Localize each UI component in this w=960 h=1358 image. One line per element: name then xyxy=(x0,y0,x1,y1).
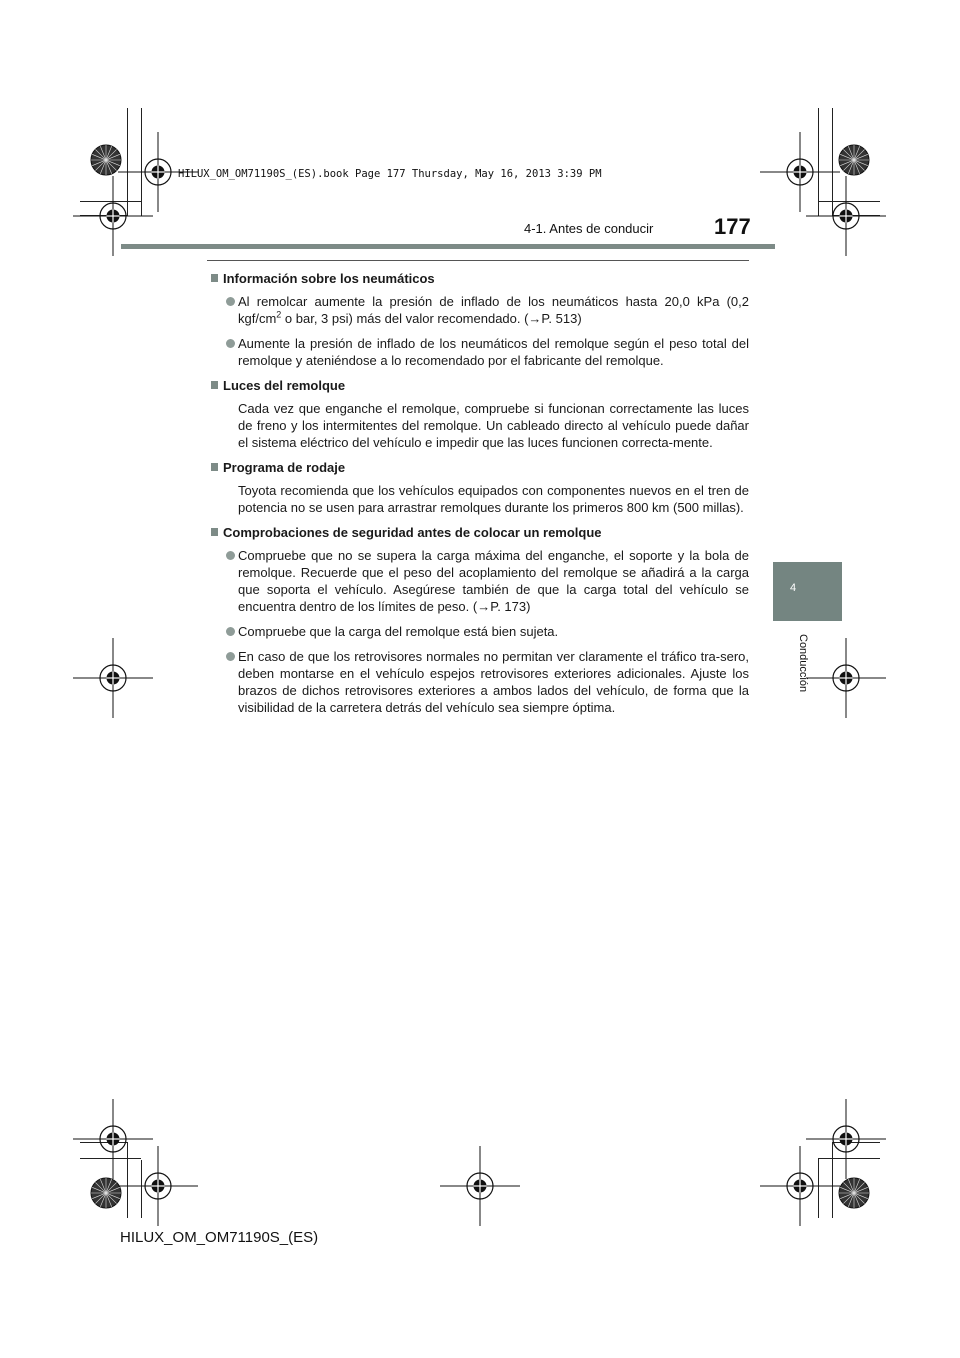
page-number: 177 xyxy=(714,214,751,239)
section-heading: Información sobre los neumáticos xyxy=(211,270,749,287)
paragraph: Toyota recomienda que los vehículos equipados con componentes nuevos en el tren de potencia no se usen para arrastrar remolques durante los primeros 800 km (500 millas). xyxy=(238,483,749,515)
target-mark-2 xyxy=(760,132,840,212)
section-heading: Programa de rodaje xyxy=(211,459,749,476)
target-mark-11 xyxy=(760,1146,840,1226)
bullet-item: Compruebe que no se supera la carga máxima del enganche, el soporte y la bola de remolque. Recuerde que el peso del acoplamiento del remolque se añadirá a la carga que soporta el vehículo. Asegúrese también de que la carga total del vehículo se encuentra dentro de los límites de peso. (→P. 173) xyxy=(211,547,749,615)
header-bar xyxy=(121,244,775,249)
section-heading: Luces del remolque xyxy=(211,377,749,394)
section-heading: Comprobaciones de seguridad antes de colocar un remolque xyxy=(211,524,749,541)
footer-model-code: HILUX_OM_OM71190S_(ES) xyxy=(120,1229,319,1246)
wheel-mark-top-left xyxy=(91,145,121,175)
square-bullet-icon xyxy=(211,274,218,282)
circle-bullet-icon xyxy=(226,551,235,560)
circle-bullet-icon xyxy=(226,652,235,661)
circle-bullet-icon xyxy=(226,339,235,348)
square-bullet-icon xyxy=(211,463,218,471)
bullet-item: En caso de que los retrovisores normales no permitan ver claramente el tráfico tra-sero, deben montarse en el vehículo espejos retrovisores exteriores adicionales. Ajuste los brazos de dichos retrovisores exteriores a ambos lados del vehículo, de forma que la visibilidad de la carretera detrás del vehículo sea siempre óptima. xyxy=(211,648,749,716)
section-safety-checks xyxy=(211,524,749,716)
section-title: 4-1. Antes de conducir xyxy=(524,221,654,236)
bullet-item: Al remolcar aumente la presión de inflado de los neumáticos hasta 20,0 kPa (0,2 kgf/$cm^2$ o bar, 3 psi) más del valor recomendado. (→P. 513) xyxy=(211,293,749,327)
paragraph: Cada vez que enganche el remolque, compruebe si funcionan correctamente las luces de freno y los intermitentes del remolque. Un cableado directo al vehículo puede dañar el sistema eléctrico del vehículo e impedir que las luces funcionen correcta-mente. xyxy=(238,401,749,450)
square-bullet-icon xyxy=(211,381,218,389)
target-mark-5 xyxy=(73,638,153,718)
bullet-item: Compruebe que la carga del remolque está bien sujeta. xyxy=(211,623,749,640)
circle-bullet-icon xyxy=(226,627,235,636)
chapter-tab xyxy=(773,562,842,621)
chapter-label: Conducción xyxy=(797,634,809,693)
target-mark-7 xyxy=(73,1099,153,1179)
target-mark-4 xyxy=(806,176,886,256)
header-rule xyxy=(207,260,749,261)
book-info: HILUX_OM_OM71190S_(ES).book Page 177 Thursday, May 16, 2013 3:39 PM xyxy=(178,168,602,180)
wheel-mark-bottom-left xyxy=(91,1178,121,1208)
section-trailer-lights xyxy=(211,377,749,451)
bullet-item: Aumente la presión de inflado de los neumáticos del remolque según el peso total del remolque y ateniéndose a lo recomendado por el fabricante del remolque. xyxy=(211,335,749,369)
circle-bullet-icon xyxy=(226,297,235,306)
chapter-number: 4 xyxy=(790,582,797,594)
wheel-mark-bottom-right xyxy=(839,1178,869,1208)
section-tire-info xyxy=(211,270,749,369)
target-mark-6 xyxy=(806,638,886,718)
wheel-mark-top-right xyxy=(839,145,869,175)
section-break-in xyxy=(211,459,749,516)
square-bullet-icon xyxy=(211,528,218,536)
target-mark-8 xyxy=(806,1099,886,1179)
target-mark-9 xyxy=(118,1146,198,1226)
main-content xyxy=(211,270,749,724)
target-mark-10 xyxy=(440,1146,520,1226)
